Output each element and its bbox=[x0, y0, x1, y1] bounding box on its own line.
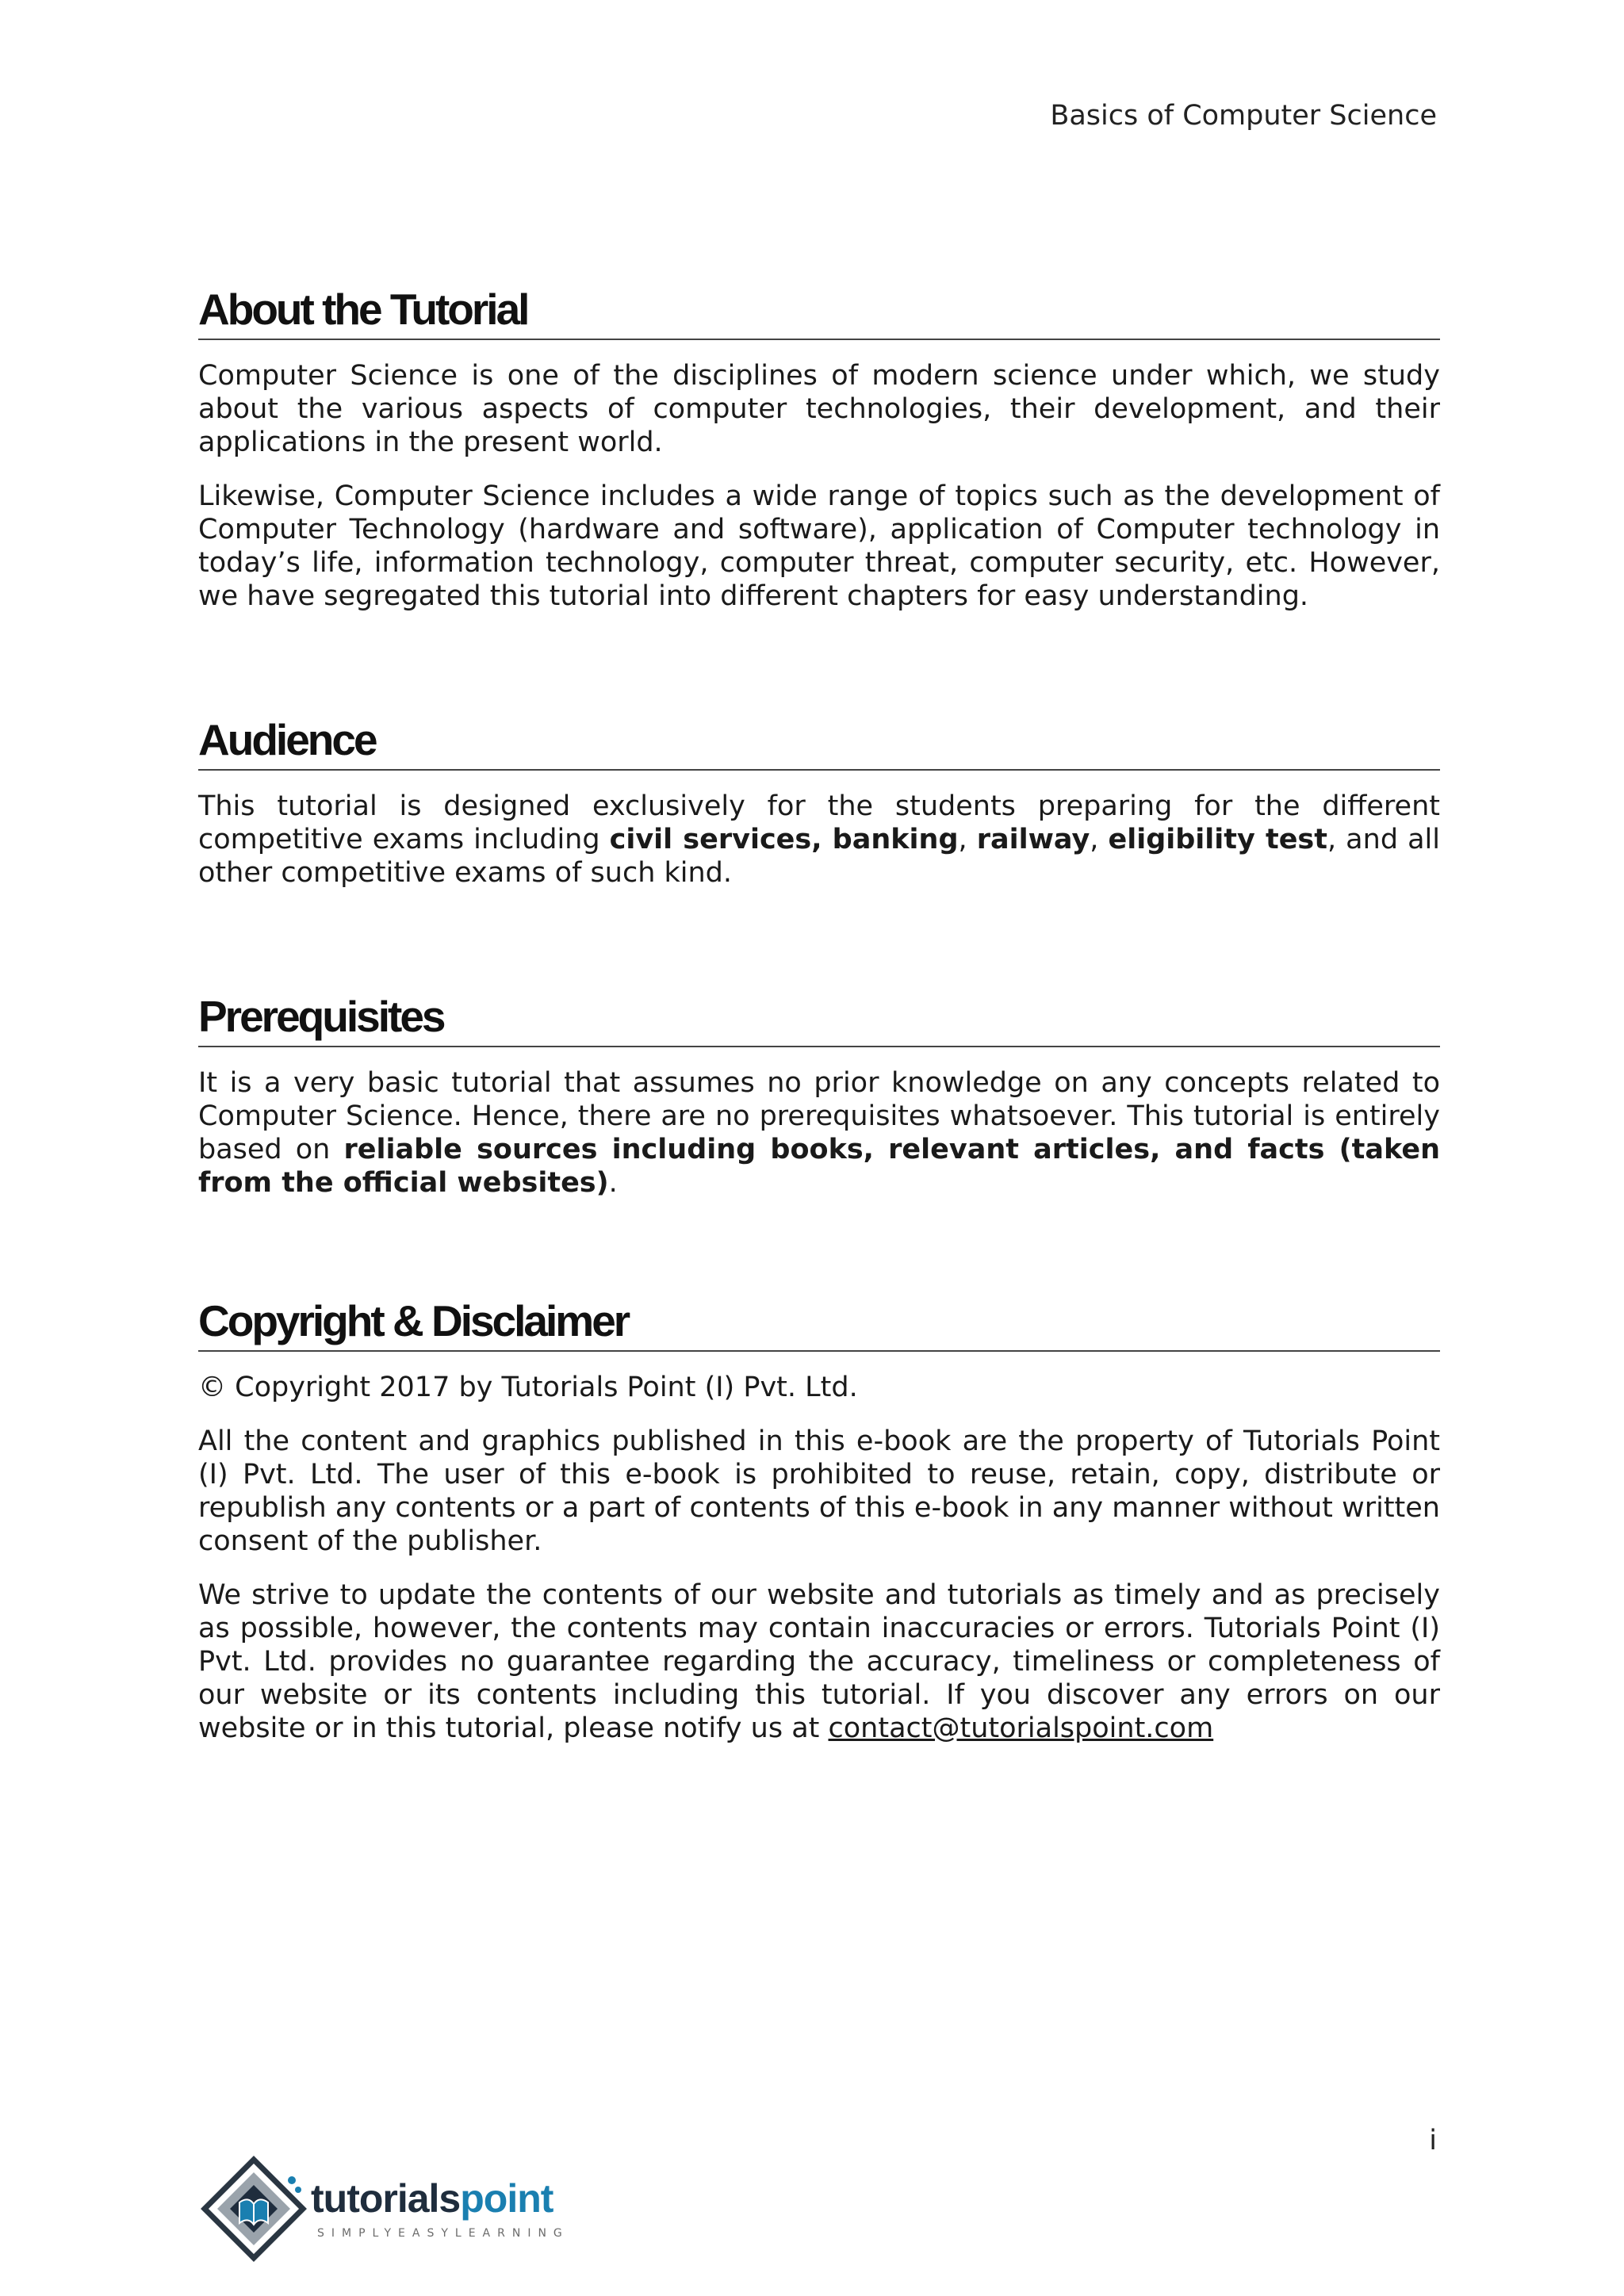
section-prerequisites bbox=[198, 993, 1440, 1220]
copyright-paragraph-3 bbox=[198, 1578, 1440, 1745]
section-rule bbox=[198, 1046, 1440, 1047]
contact-email-link[interactable]: contact@tutorialspoint.com bbox=[828, 1712, 1214, 1744]
audience-text-a: This tutorial is designed exclusively for the students preparing for the different competitive exams including bbox=[198, 790, 1440, 855]
section-audience bbox=[198, 716, 1440, 910]
tutorialspoint-logo bbox=[198, 2153, 642, 2272]
prerequisites-paragraph bbox=[198, 1066, 1440, 1200]
prereq-text-a: It is a very basic tutorial that assumes no prior knowledge on any concepts related to Computer Science. Hence, there are no prerequisites whatsoever. This tutorial is entirely based on bbox=[198, 1066, 1440, 1165]
audience-paragraph bbox=[198, 790, 1440, 890]
prereq-bold-sources: reliable sources including books, relevant articles, and facts (taken from the official websites) bbox=[198, 1133, 1440, 1199]
logo-word-tutorials: tutorials bbox=[311, 2176, 461, 2221]
section-title-about: About the Tutorial bbox=[198, 285, 528, 334]
prereq-text-c: . bbox=[608, 1166, 618, 1199]
about-paragraph-1: Computer Science is one of the disciplines of modern science under which, we study about the various aspects of computer technologies, their development, and their applications in the present world. bbox=[198, 359, 1440, 458]
section-rule bbox=[198, 1350, 1440, 1352]
about-paragraph-2: Likewise, Computer Science includes a wide range of topics such as the development of Computer Technology (hardware and software), application of Computer technology in today’s life, information technology, computer threat, computer security, etc. However, we have segregated this tutorial into different chapters for easy understanding. bbox=[198, 480, 1440, 612]
audience-bold-civil-banking: civil services, banking bbox=[609, 823, 959, 855]
page-number: i bbox=[1429, 2125, 1437, 2156]
section-copyright bbox=[198, 1297, 1440, 1766]
section-title-copyright: Copyright & Disclaimer bbox=[198, 1296, 629, 1345]
copyright-line: © Copyright 2017 by Tutorials Point (I) Pvt. Ltd. bbox=[198, 1371, 858, 1403]
section-title-prerequisites: Prerequisites bbox=[198, 992, 444, 1041]
section-about bbox=[198, 285, 1440, 633]
section-title-audience: Audience bbox=[198, 715, 376, 764]
copyright-text-a: We strive to update the contents of our website and tutorials as timely and as precisely as possible, however, the contents may contain inaccuracies or errors. Tutorials Point (I) Pvt. Ltd. provides no guarantee regarding the accuracy, timeliness or completeness of our website or its contents including this tutorial. If you discover any errors on our website or in this tutorial, please notify us at bbox=[198, 1578, 1440, 1744]
copyright-paragraph-2: All the content and graphics published in this e-book are the property of Tutorials Point (I) Pvt. Ltd. The user of this e-book is prohibited to reuse, retain, copy, distribute or republish any contents or a part of contents of this e-book in any manner without written consent of the publisher. bbox=[198, 1425, 1440, 1557]
audience-bold-eligibility: eligibility test bbox=[1108, 823, 1327, 855]
running-header: Basics of Computer Science bbox=[1050, 100, 1437, 132]
tutorialspoint-logo-icon bbox=[198, 2153, 309, 2272]
section-rule bbox=[198, 339, 1440, 340]
logo-tagline: SIMPLYEASYLEARNING bbox=[317, 2227, 569, 2240]
audience-sep-1: , bbox=[958, 823, 977, 855]
audience-bold-railway: railway bbox=[976, 823, 1090, 855]
audience-text-d: , and all other competitive exams of such kind. bbox=[198, 823, 1440, 889]
audience-sep-2: , bbox=[1090, 823, 1109, 855]
logo-wordmark bbox=[311, 2176, 553, 2221]
section-rule bbox=[198, 769, 1440, 771]
logo-word-point: point bbox=[460, 2176, 553, 2221]
